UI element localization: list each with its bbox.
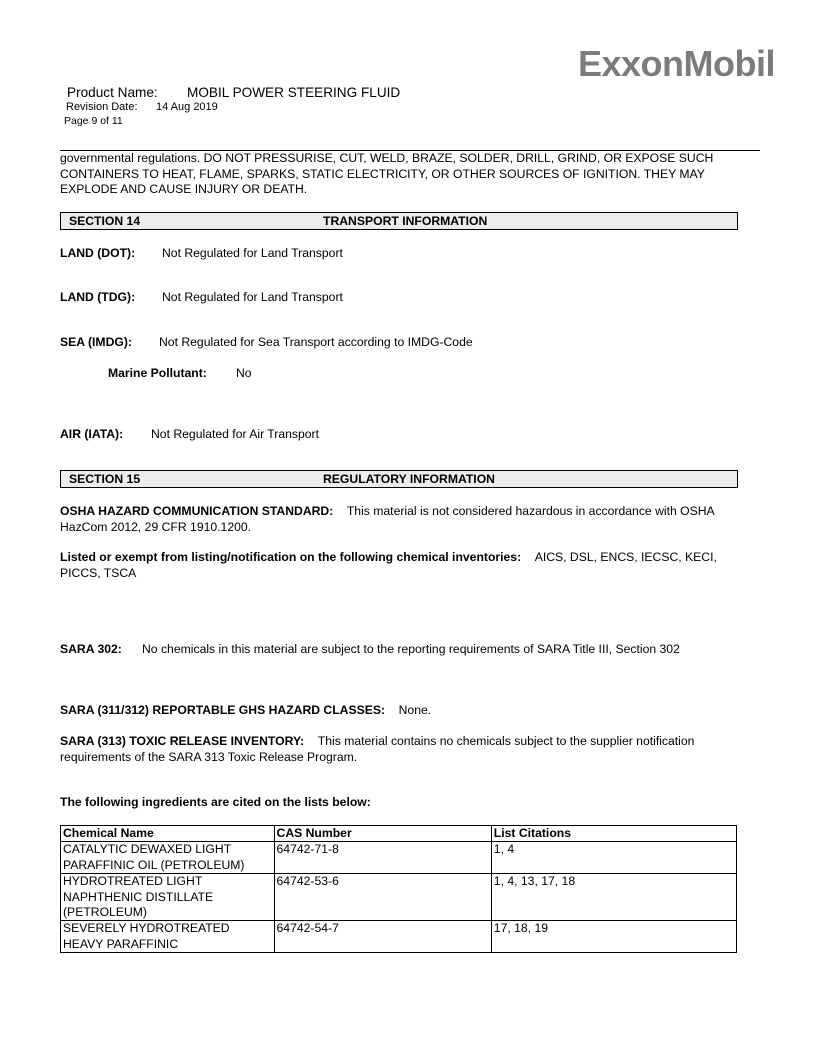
revision-date-line xyxy=(66,101,218,113)
air-iata-line xyxy=(60,427,319,441)
inventories-value: AICS, DSL, ENCS, IECSC, KECI, PICCS, TSCA xyxy=(60,550,717,580)
chemical-name-cell: HYDROTREATED LIGHT NAPHTHENIC DISTILLATE (PETROLEUM) xyxy=(61,874,275,921)
ingredients-heading: The following ingredients are cited on the lists below: xyxy=(60,795,371,809)
exxonmobil-logo: ExxonMobil xyxy=(578,43,776,84)
section-15-header xyxy=(60,470,738,488)
intro-paragraph: governmental regulations. DO NOT PRESSURISE, CUT, WELD, BRAZE, SOLDER, DRILL, GRIND, OR EXPOSE SUCH CONTAINERS TO HEAT, FLAME, SPARKS, STATIC ELECTRICITY, OR OTHER SOURCES OF IGNITION. THEY MAY EXPLODE AND CAUSE INJURY OR DEATH. xyxy=(60,151,714,197)
osha-value: This material is not considered hazardous in accordance with OSHA HazCom 2012, 29 CFR 1910.1200. xyxy=(60,504,715,534)
column-header-chemical-name: Chemical Name xyxy=(61,826,275,842)
list-citations-cell: 17, 18, 19 xyxy=(491,921,736,953)
product-name-label: Product Name: xyxy=(67,85,158,100)
sara-302-label: SARA 302: xyxy=(60,642,122,656)
land-dot-line xyxy=(60,246,343,260)
osha-paragraph xyxy=(60,504,750,535)
sea-imdg-line xyxy=(60,335,473,349)
cas-number-cell: 64742-54-7 xyxy=(274,921,491,953)
air-iata-label: AIR (IATA): xyxy=(60,427,124,441)
sea-imdg-value: Not Regulated for Sea Transport according to IMDG-Code xyxy=(159,335,473,349)
table-row xyxy=(61,874,737,921)
sara-311-label: SARA (311/312) REPORTABLE GHS HAZARD CLASSES: xyxy=(60,703,386,717)
osha-label: OSHA HAZARD COMMUNICATION STANDARD: xyxy=(60,504,334,518)
inventories-paragraph xyxy=(60,550,755,581)
ingredients-table xyxy=(60,825,737,953)
air-iata-value: Not Regulated for Air Transport xyxy=(151,427,319,441)
land-tdg-value: Not Regulated for Land Transport xyxy=(162,290,343,304)
sara-311-line xyxy=(60,703,431,717)
land-tdg-line xyxy=(60,290,343,304)
sara-313-paragraph xyxy=(60,734,760,765)
table-header-row xyxy=(61,826,737,842)
list-citations-cell: 1, 4 xyxy=(491,842,736,874)
sara-302-line xyxy=(60,642,680,656)
land-dot-label: LAND (DOT): xyxy=(60,246,136,260)
product-name-line xyxy=(67,85,400,100)
section-14-title: TRANSPORT INFORMATION xyxy=(323,214,488,228)
sara-311-value: None. xyxy=(398,703,432,717)
product-name-value: MOBIL POWER STEERING FLUID xyxy=(187,85,401,100)
marine-pollutant-value: No xyxy=(236,366,252,380)
chemical-name-cell: SEVERELY HYDROTREATED HEAVY PARAFFINIC xyxy=(61,921,275,953)
table-row xyxy=(61,842,737,874)
marine-pollutant-label: Marine Pollutant: xyxy=(108,366,207,380)
column-header-cas-number: CAS Number xyxy=(274,826,491,842)
section-15-title: REGULATORY INFORMATION xyxy=(323,472,495,486)
sara-302-value: No chemicals in this material are subject to the reporting requirements of SARA Title III, Section 302 xyxy=(142,642,680,656)
page-number: Page 9 of 11 xyxy=(64,115,123,127)
chemical-name-cell: CATALYTIC DEWAXED LIGHT PARAFFINIC OIL (PETROLEUM) xyxy=(61,842,275,874)
list-citations-cell: 1, 4, 13, 17, 18 xyxy=(491,874,736,921)
marine-pollutant-line xyxy=(108,366,252,380)
inventories-label: Listed or exempt from listing/notification on the following chemical inventories: xyxy=(60,550,522,564)
section-14-number: SECTION 14 xyxy=(69,214,141,228)
section-15-number: SECTION 15 xyxy=(69,472,141,486)
revision-date-value: 14 Aug 2019 xyxy=(156,101,218,113)
land-dot-value: Not Regulated for Land Transport xyxy=(162,246,343,260)
land-tdg-label: LAND (TDG): xyxy=(60,290,136,304)
cas-number-cell: 64742-53-6 xyxy=(274,874,491,921)
table-row xyxy=(61,921,737,953)
section-14-header xyxy=(60,212,738,230)
sara-313-label: SARA (313) TOXIC RELEASE INVENTORY: xyxy=(60,734,305,748)
sara-313-value: This material contains no chemicals subject to the supplier notification requirements of the SARA 313 Toxic Release Program. xyxy=(60,734,695,764)
column-header-list-citations: List Citations xyxy=(491,826,736,842)
revision-date-label: Revision Date: xyxy=(66,101,138,113)
sea-imdg-label: SEA (IMDG): xyxy=(60,335,132,349)
cas-number-cell: 64742-71-8 xyxy=(274,842,491,874)
